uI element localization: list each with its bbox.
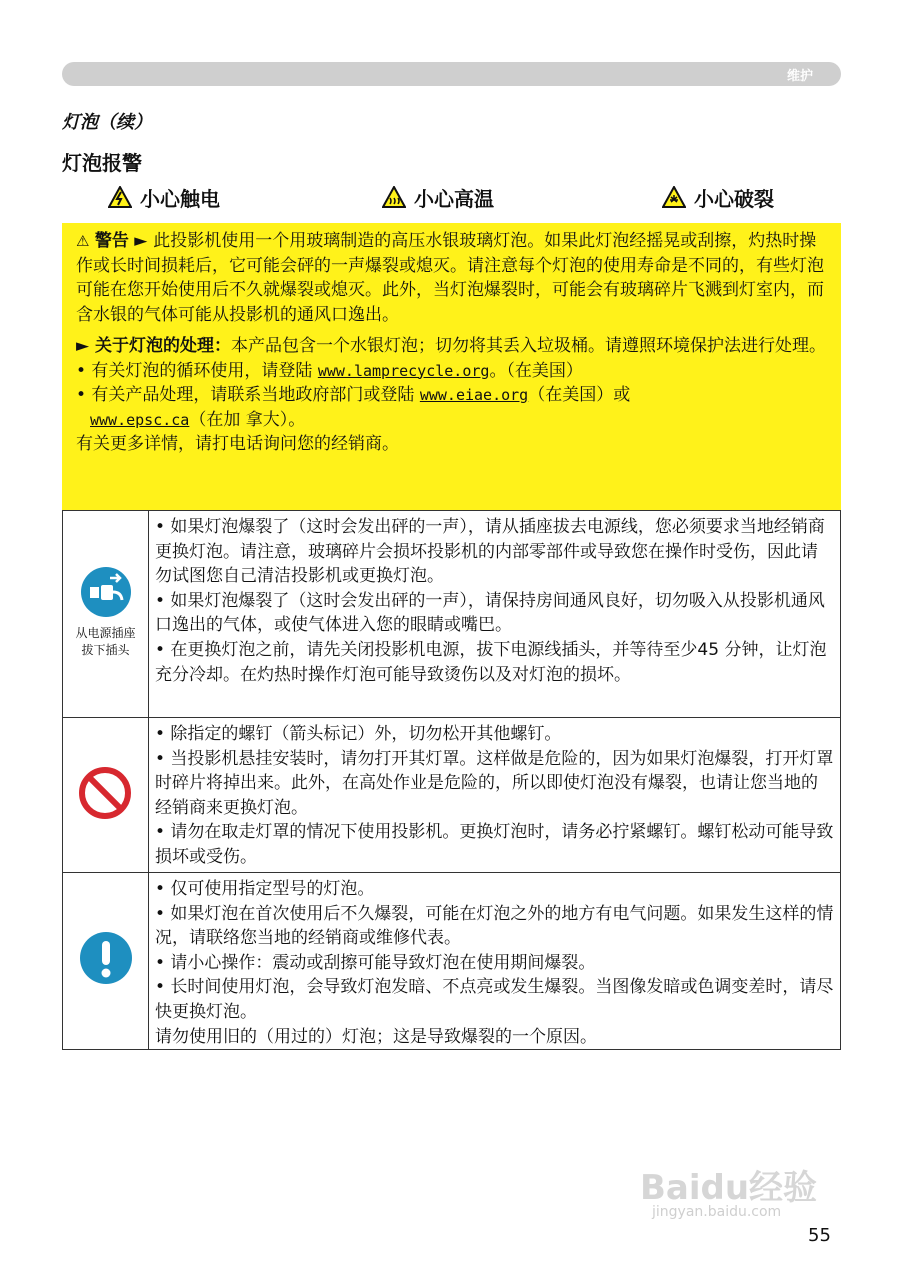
warning-label: 小心破裂: [694, 186, 774, 211]
icon-cell: [63, 873, 149, 1049]
mandatory-exclamation-icon: [79, 931, 133, 985]
icon-cell: [63, 718, 149, 872]
eiae-link[interactable]: www.eiae.org: [419, 386, 529, 404]
section-title: 灯泡（续）: [62, 112, 152, 133]
warning-triangle-icon: ⚠: [76, 232, 90, 250]
burst-warning-icon: [662, 186, 686, 208]
warning-burst: [662, 183, 774, 211]
icon-cell: [63, 511, 149, 717]
table-row: [63, 511, 840, 717]
baidu-watermark: Baidu经验: [640, 1168, 818, 1208]
disposal-bullet-mid: （在美国）或: [528, 385, 631, 405]
recycle-region: 。（在美国）: [489, 360, 583, 381]
warning-text: 此投影机使用一个用玻璃制造的高压水银玻璃灯泡。如果此灯泡经摇晃或刮擦，灼热时操作或长时间损耗后，它可能会砰的一声爆裂或熄灭。请注意每个灯泡的使用寿命是不同的，有些灯泡可能在您开始使用后不久就爆裂或熄灭。此外，当灯泡爆裂时，可能会有玻璃碎片飞溅到灯室内，而含水银的气体可能从投影机的通风口逸出。: [76, 231, 824, 325]
list-item: • 除指定的螺钉（箭头标记）外，切勿松开其他螺钉。: [155, 724, 562, 744]
epsc-link[interactable]: www.epsc.ca: [90, 410, 190, 429]
unplug-power-icon: [80, 566, 132, 618]
unplug-label-line2: 拔下插头: [81, 643, 130, 657]
header-label: 维护: [786, 69, 813, 84]
table-row: [63, 872, 840, 1049]
list-item: • 仅可使用指定型号的灯泡。: [155, 879, 375, 899]
electric-shock-warning-icon: [108, 186, 132, 208]
disposal-bullet: [76, 383, 829, 432]
list-item: • 如果灯泡在首次使用后不久爆裂，可能在灯泡之外的地方有电气问题。如果发生这样的情况，请联络您当地的经销商或维修代表。: [155, 903, 834, 949]
header-bar: [62, 62, 841, 86]
subsection-title: 灯泡报警: [62, 151, 142, 175]
warning-electric-shock: [108, 183, 220, 211]
watermark-url: jingyan.baidu.com: [652, 1204, 782, 1220]
recycle-text: • 有关灯泡的循环使用，请登陆: [76, 360, 313, 381]
warning-box: [62, 223, 841, 510]
text-cell: [149, 511, 840, 687]
list-item: • 请小心操作：震动或刮擦可能导致灯泡在使用期间爆裂。: [155, 952, 596, 973]
list-item: • 如果灯泡爆裂了（这时会发出砰的一声），请保持房间通风良好，切勿吸入从投影机通风口逸出的气体，或使气体进入您的眼睛或嘴巴。: [155, 590, 825, 636]
safety-table: [62, 510, 841, 1050]
warning-label: 小心高温: [414, 186, 494, 211]
list-item: • 如果灯泡爆裂了（这时会发出砰的一声），请从插座拔去电源线，您必须要求当地经销商更换灯泡。请注意，玻璃碎片会损坏投影机的内部零部件或导致您在操作时受伤，因此请勿试图您自己清洁投影机或更换灯泡。: [155, 517, 825, 587]
warning-footer: 有关更多详情，请打电话询问您的经销商。: [76, 434, 399, 454]
warning-label: 小心触电: [140, 186, 220, 211]
warning-label: 警告: [94, 231, 129, 251]
disposal-label: ► 关于灯泡的处理：: [76, 336, 231, 356]
warning-high-temperature: [382, 183, 494, 211]
table-row: [63, 717, 840, 872]
disposal-bullet-text: • 有关产品处理，请联系当地政府部门或登陆: [76, 385, 415, 405]
list-item: 请勿使用旧的（用过的）灯泡；这是导致爆裂的一个原因。: [155, 1026, 597, 1047]
text-cell: [149, 718, 840, 870]
text-cell: [149, 873, 840, 1049]
page-number: 55: [808, 1225, 831, 1246]
high-temperature-warning-icon: [382, 186, 406, 208]
disposal-text: 本产品包含一个水银灯泡；切勿将其丢入垃圾桶。请遵照环境保护法进行处理。: [231, 336, 826, 356]
prohibited-icon: [78, 766, 132, 820]
list-item: • 当投影机悬挂安装时，请勿打开其灯罩。这样做是危险的，因为如果灯泡爆裂，打开灯罩时碎片将掉出来。此外，在高处作业是危险的，所以即使灯泡没有爆裂，也请让您当地的经销商来更换灯泡。: [155, 748, 834, 818]
warning-paragraph: [76, 229, 829, 327]
lamprecycle-link[interactable]: www.lamprecycle.org: [317, 361, 490, 380]
arrow-icon: ►: [134, 231, 154, 251]
list-item: • 长时间使用灯泡，会导致灯泡发暗、不点亮或发生爆裂。当图像发暗或色调变差时，请尽快更换灯泡。: [155, 977, 834, 1022]
unplug-label-line1: 从电源插座: [75, 626, 136, 640]
list-item: • 在更换灯泡之前，请先关闭投影机电源，拔下电源线插头，并等待至少45 分钟，让灯泡充分冷却。在灼热时操作灯泡可能导致烫伤以及对灯泡的损坏。: [155, 639, 827, 685]
list-item: • 请勿在取走灯罩的情况下使用投影机。更换灯泡时，请务必拧紧螺钉。螺钉松动可能导致损坏或受伤。: [155, 822, 834, 867]
recycle-bullet: [76, 359, 829, 384]
disposal-paragraph: [76, 334, 829, 359]
disposal-bullet-region: （在加 拿大）。: [189, 409, 306, 430]
